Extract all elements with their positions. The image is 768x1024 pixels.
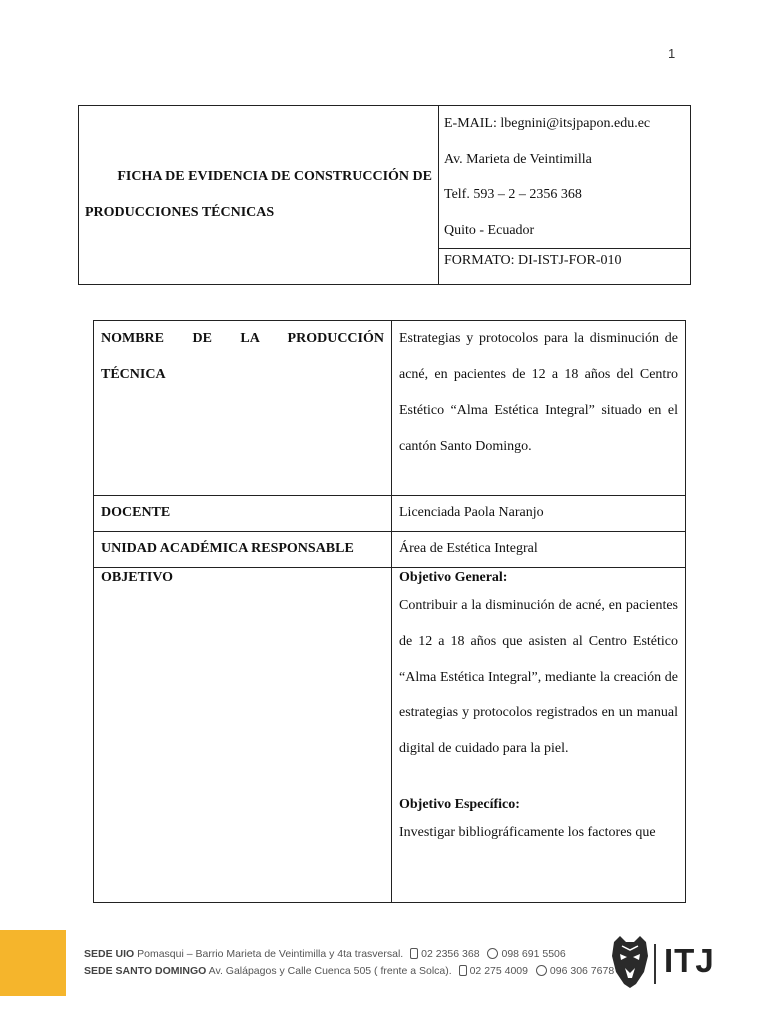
contact-block: [439, 106, 690, 249]
header-contact-cell: [439, 106, 690, 284]
logo-divider: [654, 944, 656, 984]
sede-sd-label: SEDE SANTO DOMINGO: [84, 965, 207, 977]
sede-uio-address: Pomasqui – Barrio Marieta de Veintimilla y 4ta trasversal.: [137, 948, 404, 960]
docente-value: Licenciada Paola Naranjo: [392, 496, 686, 532]
sede-sd-whatsapp: 096 306 7678: [549, 965, 615, 977]
phone-icon: [459, 965, 467, 976]
table-row: [94, 532, 686, 568]
sede-sd-address: Av. Galápagos y Calle Cuenca 505 ( frente a Solca).: [208, 965, 452, 977]
header-table: [78, 105, 691, 285]
table-row: [94, 568, 686, 903]
objetivo-general-title: Objetivo General:: [399, 570, 508, 585]
whatsapp-icon: [536, 965, 547, 976]
sede-uio-phone: 02 2356 368: [421, 948, 480, 960]
sede-uio-whatsapp: 098 691 5506: [501, 948, 566, 960]
unidad-value: Área de Estética Integral: [392, 532, 686, 568]
footer-line-santo-domingo: [84, 963, 614, 980]
table-row: [94, 496, 686, 532]
footer-accent-block: [0, 930, 66, 996]
formato-code: FORMATO: DI-ISTJ-FOR-010: [444, 253, 622, 268]
nombre-label-cell: [94, 321, 392, 496]
page-number: 1: [668, 46, 676, 61]
footer: [0, 930, 768, 1000]
objetivo-especifico-text: Investigar bibliográficamente los factores que: [399, 824, 656, 840]
nombre-label-line2: TÉCNICA: [101, 367, 166, 382]
contact-email: E-MAIL: lbegnini@itsjpapon.edu.ec: [444, 116, 651, 131]
docente-label: DOCENTE: [94, 496, 392, 532]
objetivo-value-cell: [392, 568, 686, 903]
table-row: [94, 321, 686, 496]
itj-logo: [608, 934, 728, 992]
objetivo-general-text: Contribuir a la disminución de acné, en pacientes de 12 a 18 años que asisten al Centro Estético “Alma Estética Integral”, mediante la creación de estrategias y protocolos registrados en un manual digital de cuidado para la piel.: [399, 598, 678, 757]
contact-city: Quito - Ecuador: [444, 222, 535, 238]
nombre-value: Estrategias y protocolos para la disminución de acné, en pacientes de 12 a 18 años del Centro Estético “Alma Estética Integral” situado en el cantón Santo Domingo.: [399, 331, 678, 454]
itj-logo-text: ITJ: [664, 942, 715, 979]
whatsapp-icon: [487, 948, 498, 959]
contact-phone: Telf. 593 – 2 – 2356 368: [444, 187, 582, 202]
production-table: [93, 320, 686, 903]
sede-uio-label: SEDE UIO: [84, 948, 135, 960]
footer-line-uio: [84, 946, 614, 963]
header-title-line1: FICHA DE EVIDENCIA DE CONSTRUCCIÓN DE: [117, 169, 432, 184]
objetivo-label: OBJETIVO: [94, 568, 392, 903]
footer-addresses: [84, 946, 614, 980]
jaguar-logo-icon: [608, 934, 652, 990]
header-title-cell: [79, 106, 439, 284]
header-title-line2: PRODUCCIONES TÉCNICAS: [85, 205, 275, 220]
phone-icon: [410, 948, 418, 959]
unidad-label: UNIDAD ACADÉMICA RESPONSABLE: [94, 532, 392, 568]
contact-address: Av. Marieta de Veintimilla: [444, 151, 592, 167]
objetivo-especifico-title: Objetivo Específico:: [399, 796, 520, 812]
nombre-label-line1: NOMBRE DE LA PRODUCCIÓN: [101, 331, 384, 346]
sede-sd-phone: 02 275 4009: [469, 965, 528, 977]
nombre-value-cell: [392, 321, 686, 496]
